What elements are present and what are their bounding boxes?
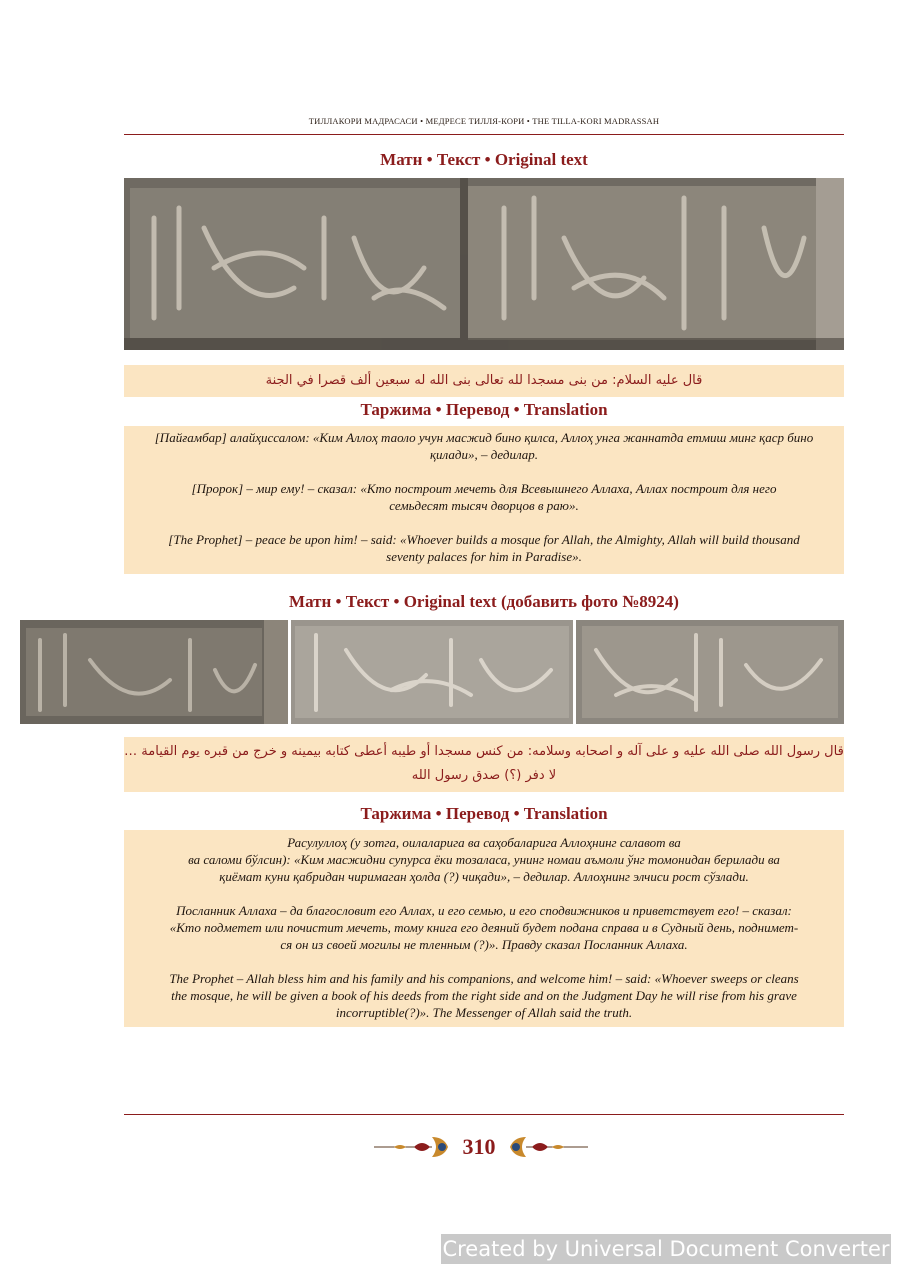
inscription-photo-2c — [576, 620, 844, 724]
left-ornament-icon — [374, 1133, 454, 1161]
section1-translation-title: Таржима • Перевод • Translation — [360, 400, 608, 419]
section2-translation-title: Таржима • Перевод • Translation — [360, 804, 608, 823]
inscription-photo-2b — [291, 620, 573, 724]
english-2-line2: the mosque, he will be given a book of his deeds from the right side and on the Judgment Day he will rise from his grave — [171, 988, 797, 1003]
uzbek-2-line3: қиёмат куни қабридан чиримаган ҳолда (?) чиқади», – дедилар. Аллоҳнинг элчиси рост сўзлади. — [219, 869, 749, 884]
russian-1-line1: [Пророк] – мир ему! – сказал: «Кто построит мечеть для Всевышнего Аллаха, Аллах построит для него — [191, 481, 777, 496]
inscription-photo-1 — [124, 178, 844, 350]
arabic-text-panel-1 — [124, 365, 844, 397]
page-number: 310 — [462, 1134, 496, 1159]
arabic-inscription-2-line2: لا دفر (؟) صدق رسول الله — [411, 768, 557, 783]
english-1-line1: [The Prophet] – peace be upon him! – said: «Whoever builds a mosque for Allah, the Almighty, Allah will build thousand — [168, 532, 800, 547]
translation-uzbek-2 — [128, 834, 840, 885]
uzbek-1-line2: қилади», – дедилар. — [429, 447, 539, 462]
english-2-line1: The Prophet – Allah bless him and his family and his companions, and welcome him! – said: «Whoever sweeps or cleans — [169, 971, 799, 986]
translation-english-1 — [128, 531, 840, 565]
translation-panel-2 — [124, 830, 844, 1027]
russian-2-line1: Посланник Аллаха – да благословит его Аллах, и его семью, и его сподвижников и приветствует его! – сказал: — [176, 903, 792, 918]
translation-panel-1 — [124, 426, 844, 574]
uzbek-1-line1: [Пайғамбар] алайҳиссалом: «Ким Аллоҳ таоло учун масжид бино қилса, Аллоҳ унга жаннатда етмиш минг қаср бино — [154, 430, 814, 445]
russian-2-line3: ся он из своей могилы не тленным (?)». Правду сказал Посланник Аллаха. — [280, 937, 688, 952]
section2-title: Матн • Текст • Original text (добавить фото №8924) — [289, 592, 679, 611]
inscription-photo-2a — [20, 620, 288, 724]
translation-english-2 — [128, 970, 840, 1021]
russian-1-line2: семьдесят тысяч дворцов в раю». — [389, 498, 579, 513]
right-ornament-icon — [504, 1133, 588, 1161]
english-1-line2: seventy palaces for him in Paradise». — [386, 549, 582, 564]
section1-title: Матн • Текст • Original text — [380, 150, 588, 169]
running-header: ТИЛЛАКОРИ МАДРАСАСИ • МЕДРЕСЕ ТИЛЛЯ-КОРИ • THE TILLA-KORI MADRASSAH — [308, 116, 660, 126]
translation-uzbek-1 — [128, 429, 840, 463]
translation-russian-1 — [128, 480, 840, 514]
uzbek-2-line2: ва саломи бўлсин): «Ким масжидни супурса ёки тозаласа, унинг номаи аъмоли ўнг томонидан берилади ва — [188, 852, 780, 867]
arabic-text-panel-2 — [124, 737, 844, 792]
footer-rule — [124, 1114, 844, 1115]
header-rule — [124, 134, 844, 135]
english-2-line3: incorruptible(?)». The Messenger of Allah said the truth. — [335, 1005, 633, 1020]
arabic-inscription-1: قال عليه السلام: من بنى مسجدا لله تعالى بنى الله له سبعين ألف قصرا في الجنة — [265, 373, 703, 388]
watermark-banner: Created by Universal Document Converter — [441, 1234, 891, 1264]
uzbek-2-line1: Расулуллоҳ (у зотга, оилаларига ва саҳобаларига Аллоҳнинг салавот ва — [287, 835, 681, 850]
russian-2-line2: «Кто подметет или почистит мечеть, тому книга его деяний будет подана справа и в Судный день, поднимет- — [169, 920, 799, 935]
arabic-inscription-2-line1: قال رسول الله صلى الله عليه و على آله و اصحابه وسلامه: من كنس مسجدا أو طيبه أعطى كتابه بيمينه و خرج من قبره يوم القيامة … — [124, 744, 844, 759]
translation-russian-2 — [128, 902, 840, 953]
